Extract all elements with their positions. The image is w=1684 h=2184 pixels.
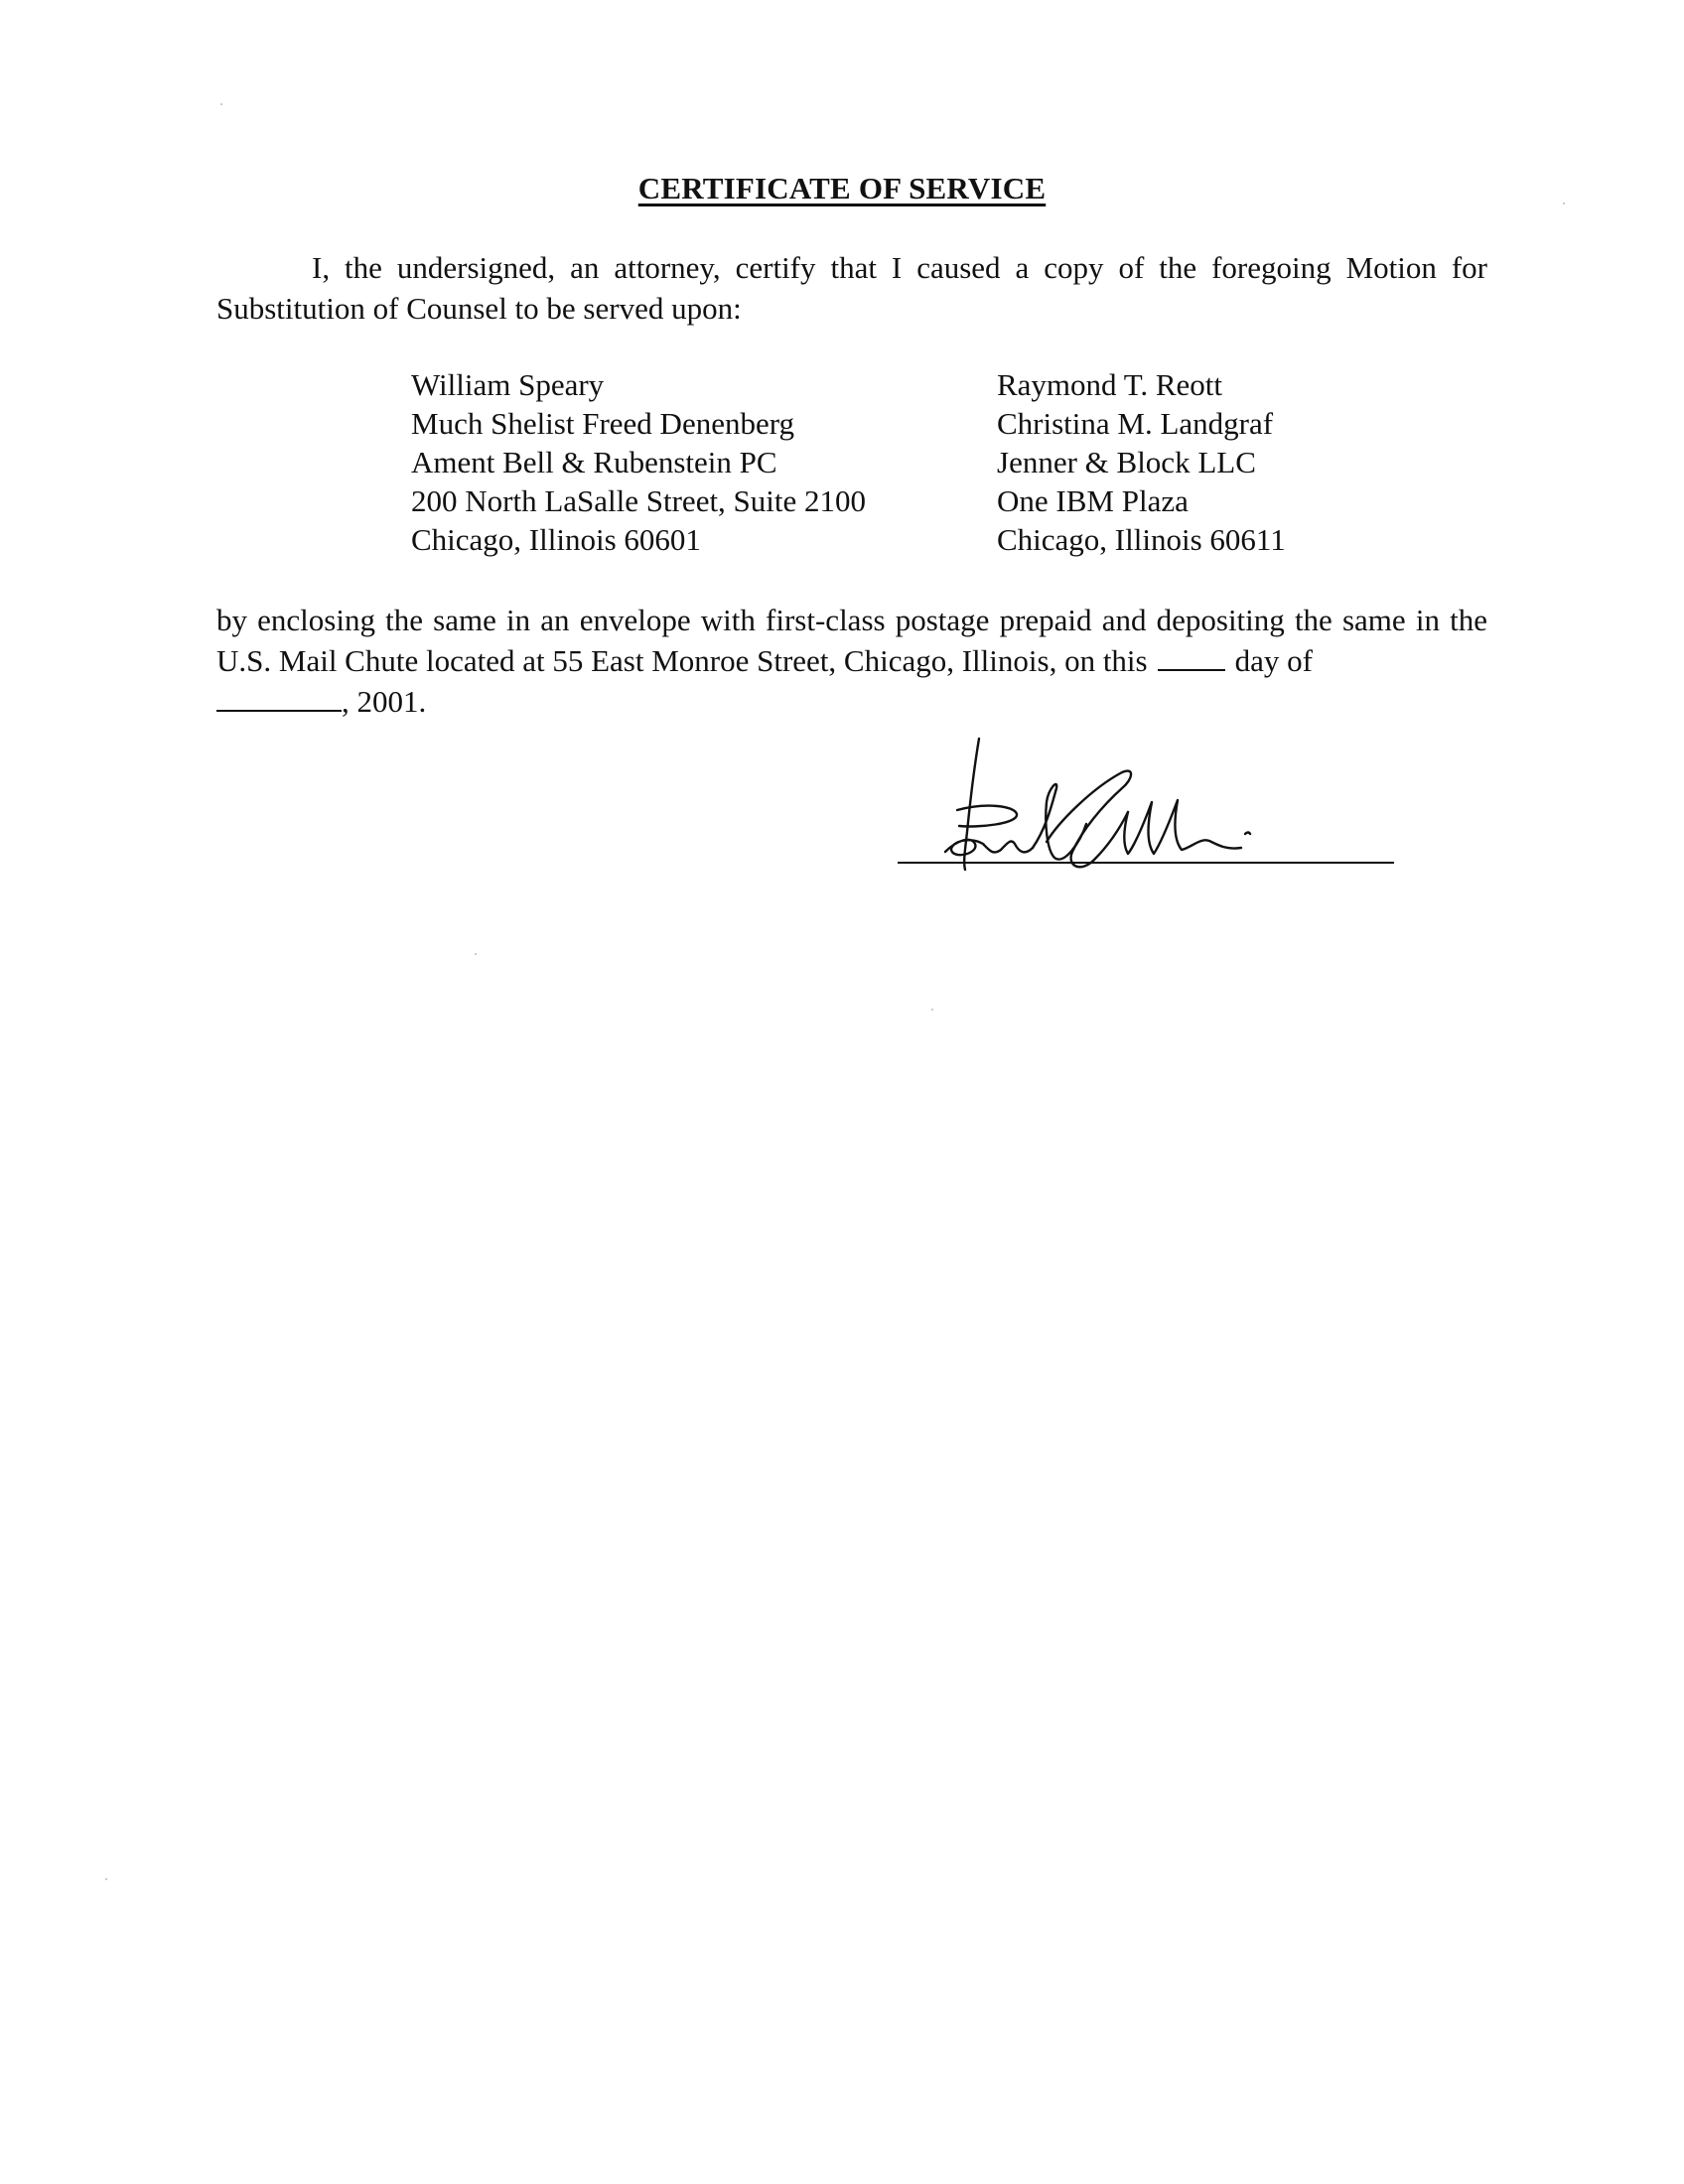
address-line: Chicago, Illinois 60601 bbox=[411, 522, 701, 557]
address-line: Much Shelist Freed Denenberg bbox=[411, 406, 794, 441]
page-title: CERTIFICATE OF SERVICE bbox=[637, 171, 1047, 205]
address-line: Chicago, Illinois 60611 bbox=[997, 522, 1286, 557]
address-line: Christina M. Landgraf bbox=[997, 406, 1274, 441]
address-line: William Speary bbox=[411, 367, 605, 402]
day-of-text: day of bbox=[1234, 643, 1313, 678]
signature-line bbox=[898, 862, 1394, 864]
scan-speck bbox=[105, 1878, 107, 1880]
scan-speck bbox=[220, 103, 222, 105]
recipient-address-left bbox=[411, 365, 866, 559]
scan-speck bbox=[475, 953, 477, 955]
scan-speck bbox=[1563, 203, 1565, 205]
intro-paragraph bbox=[216, 247, 1487, 329]
service-text: by enclosing the same in an envelope with first-class postage prepaid and depositing the same in the U.S. Mail Chute located at 55 East Monroe Street, Chicago, Illinois, on this bbox=[216, 603, 1487, 678]
address-line: 200 North LaSalle Street, Suite 2100 bbox=[411, 483, 867, 518]
signature bbox=[898, 733, 1394, 882]
address-line: Ament Bell & Rubenstein PC bbox=[411, 445, 777, 479]
address-line: Raymond T. Reott bbox=[997, 367, 1223, 402]
year-text: , 2001. bbox=[342, 684, 427, 719]
address-line: Jenner & Block LLC bbox=[997, 445, 1256, 479]
day-blank bbox=[1158, 641, 1225, 671]
recipient-address-right bbox=[997, 365, 1286, 559]
scan-speck bbox=[931, 1009, 933, 1011]
intro-text: I, the undersigned, an attorney, certify that I caused a copy of the foregoing Motion for Substitution of Counsel to be served upon: bbox=[216, 250, 1487, 326]
address-line: One IBM Plaza bbox=[997, 483, 1189, 518]
month-blank bbox=[216, 682, 342, 712]
service-paragraph bbox=[216, 600, 1487, 722]
